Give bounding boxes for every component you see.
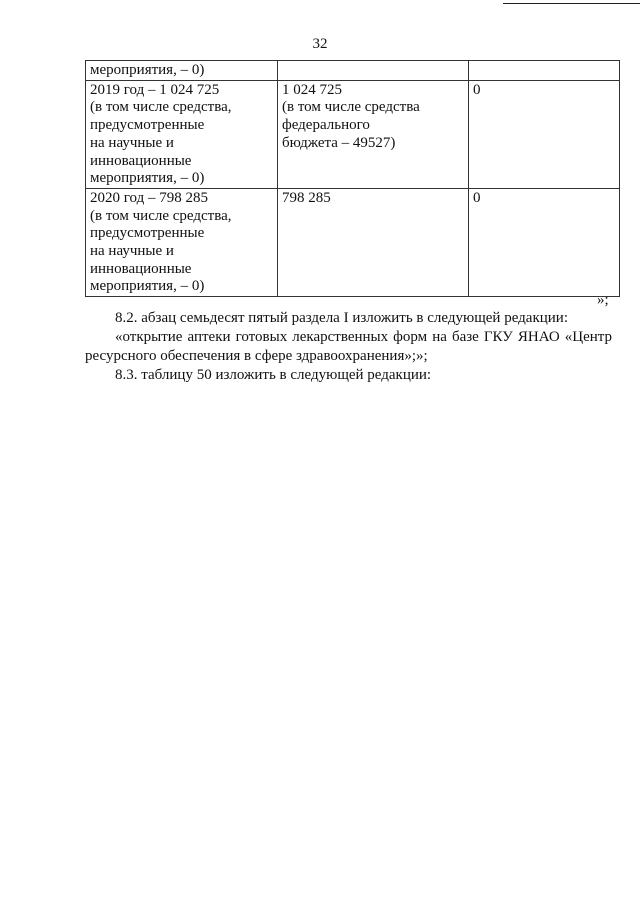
table-row (86, 188, 620, 296)
paragraph-quote (85, 328, 612, 366)
cell-line: бюджета – 49527) (282, 134, 396, 151)
budget-table (85, 60, 620, 297)
cell-line: предусмотренные (90, 225, 205, 242)
table-cell (278, 80, 469, 188)
cell-line: предусмотренные (90, 117, 205, 134)
closing-quote: »; (597, 292, 609, 308)
table-cell (469, 188, 620, 296)
cell-line: (в том числе средства (282, 99, 420, 116)
table-cell (86, 61, 278, 81)
cell-line: мероприятия, – 0) (90, 62, 205, 78)
cell-line: 2020 год – 798 285 (90, 189, 208, 206)
cell-line: на научные и (90, 243, 174, 260)
paragraph-8-2 (85, 309, 640, 328)
cell-line: на научные и (90, 134, 174, 151)
cell-line: мероприятия, – 0) (90, 170, 205, 187)
page-number: 32 (312, 36, 328, 52)
table-row (86, 80, 620, 188)
cell-line: инновационные (90, 260, 192, 277)
cell-line: 2019 год – 1 024 725 (90, 81, 220, 98)
cell-line: 0 (473, 81, 481, 98)
cell-line: (в том числе средства, (90, 99, 232, 116)
top-rule (503, 3, 640, 4)
paragraph-line: 8.2. абзац семьдесят пятый раздела I изложить в следующей редакции: (115, 310, 568, 326)
cell-line: мероприятия, – 0) (90, 278, 205, 295)
paragraph-line: 8.3. таблицу 50 изложить в следующей редакции: (115, 367, 432, 383)
table-cell (469, 80, 620, 188)
table-row (86, 61, 620, 81)
cell-line: (в том числе средства, (90, 207, 232, 224)
cell-line: 798 285 (282, 189, 331, 206)
table-cell (278, 188, 469, 296)
paragraph-line: ресурсного обеспечения в сфере здравоохранения»;»; (85, 348, 428, 364)
table-cell (86, 188, 278, 296)
cell-line: 0 (473, 189, 481, 206)
paragraph-8-3 (85, 366, 640, 385)
cell-line: федерального (282, 117, 370, 134)
cell-line: инновационные (90, 152, 192, 169)
paragraph-line: «открытие аптеки готовых лекарственных форм на базе ГКУ ЯНАО «Центр (115, 329, 612, 345)
table-cell (86, 80, 278, 188)
cell-line: 1 024 725 (282, 81, 342, 98)
table-cell (469, 61, 620, 81)
table-cell (278, 61, 469, 81)
